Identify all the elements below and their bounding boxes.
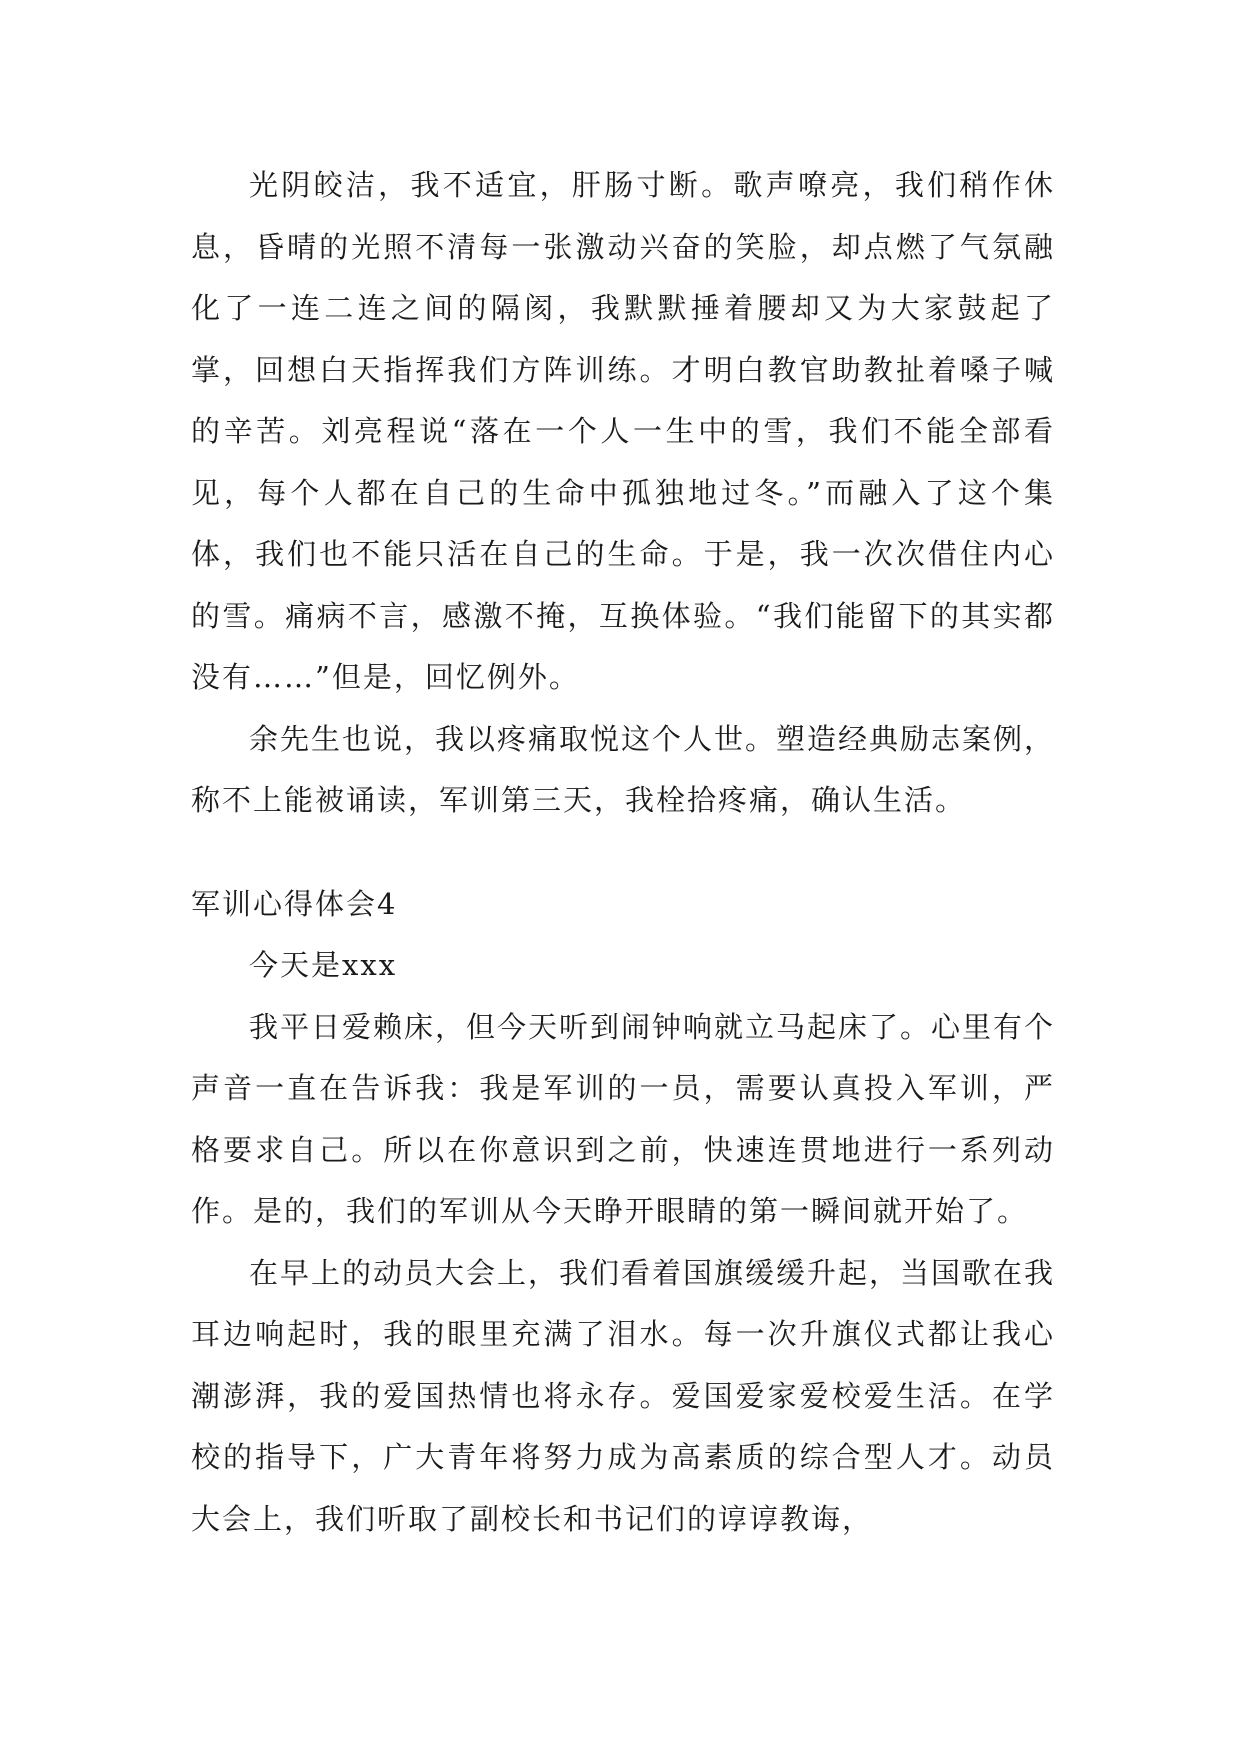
paragraph-4: 我平日爱赖床，但今天听到闹钟响就立马起床了。心里有个声音一直在告诉我：我是军训的一员，需要认真投入军训，严格要求自己。所以在你意识到之前，快速连贯地进行一系列动作。是的，我们的军训从今天睁开眼睛的第一瞬间就开始了。 [191,1009,1056,1228]
document-body [191,155,1055,1550]
paragraph-5: 在早上的动员大会上，我们看着国旗缓缓升起，当国歌在我耳边响起时，我的眼里充满了泪水。每一次升旗仪式都让我心潮澎湃，我的爱国热情也将永存。爱国爱家爱校爱生活。在学校的指导下，广大青年将努力成为高素质的综合型人才。动员大会上，我们听取了副校长和书记们的谆谆教诲， [191,1255,1056,1536]
paragraph-2: 余先生也说，我以疼痛取悦这个人世。塑造经典励志案例，称不上能被诵读，军训第三天，我栓拾疼痛，确认生活。 [191,721,1056,817]
section-title: 军训心得体会4 [191,886,398,921]
paragraph-3: 今天是xxx [249,948,398,982]
paragraph-1: 光阴皎洁，我不适宜，肝肠寸断。歌声嘹亮，我们稍作休息，昏晴的光照不清每一张激动兴奋的笑脸，却点燃了气氛融化了一连二连之间的隔阂，我默默捶着腰却又为大家鼓起了掌，回想白天指挥我们方阵训练。才明白教官助教扯着嗓子喊的辛苦。刘亮程说“落在一个人一生中的雪，我们不能全部看见，每个人都在自己的生命中孤独地过冬。”而融入了这个集体，我们也不能只活在自己的生命。于是，我一次次借住内心的雪。痛病不言，感激不掩，互换体验。“我们能留下的其实都没有……”但是，回忆例外。 [191,168,1055,694]
